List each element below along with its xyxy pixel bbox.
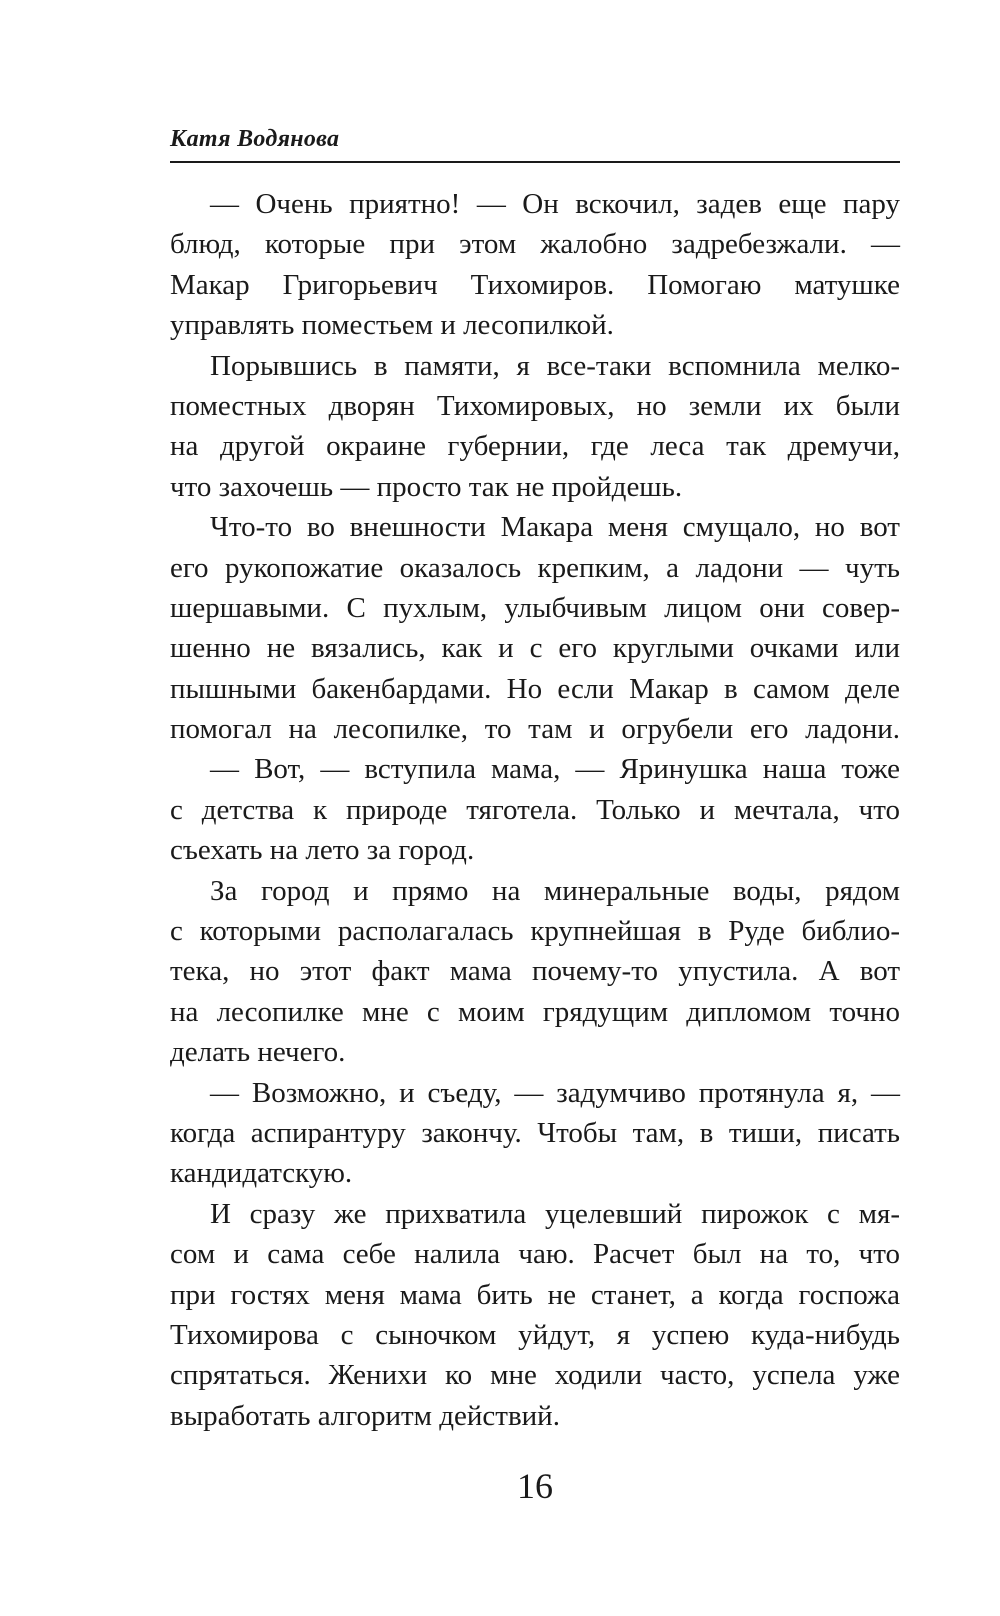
text-line: И сразу же прихватила уцелевший пирожок с мя- (210, 1197, 900, 1230)
text-line: делать нечего. (170, 1036, 346, 1069)
text-line: кандидатскую. (170, 1157, 353, 1190)
text-line: с которыми располагалась крупнейшая в Руде библио- (170, 915, 900, 948)
header-rule (170, 161, 900, 163)
text-line: помогал на лесопилке, то там и огрубели его ладони. (170, 713, 900, 746)
text-line: шершавыми. С пухлым, улыбчивым лицом они совер- (170, 591, 900, 624)
text-line: шенно не вязались, как и с его круглыми очками или (170, 632, 900, 665)
author-name: Катя Водянова (170, 126, 340, 152)
text-line: спрятаться. Женихи ко мне ходили часто, успела уже (170, 1359, 900, 1392)
page-number: 16 (517, 1466, 553, 1506)
text-line: Что-то во внешности Макара меня смущало, но вот (210, 511, 900, 544)
text-line: его рукопожатие оказалось крепким, а ладони — чуть (170, 551, 900, 584)
text-line: Порывшись в памяти, я все-таки вспомнила мелко- (210, 349, 900, 382)
text-line: когда аспирантуру закончу. Чтобы там, в тиши, писать (170, 1116, 900, 1149)
text-line: Тихомирова с сыночком уйдут, я успею куда-нибудь (170, 1318, 900, 1351)
text-line: За город и прямо на минеральные воды, рядом (210, 874, 900, 907)
running-head (170, 124, 900, 164)
text-line: с детства к природе тяготела. Только и мечтала, что (170, 793, 900, 826)
text-line: — Вот, — вступила мама, — Яринушка наша тоже (210, 753, 900, 786)
body-text (170, 184, 900, 1436)
text-line: блюд, которые при этом жалобно задребезжали. — (170, 228, 900, 261)
text-line: на лесопилке мне с моим грядущим дипломом точно (170, 995, 900, 1028)
text-line: что захочешь — просто так не пройдешь. (170, 470, 683, 503)
text-line: пышными бакенбардами. Но если Макар в самом деле (170, 672, 900, 705)
text-line: — Очень приятно! — Он вскочил, задев еще пару (210, 188, 900, 220)
text-line: тека, но этот факт мама почему-то упустила. А вот (170, 955, 900, 988)
text-line: Макар Григорьевич Тихомиров. Помогаю матушке (170, 268, 900, 301)
text-line: — Возможно, и съеду, — задумчиво протянула я, — (210, 1076, 900, 1109)
text-line: сом и сама себе налила чаю. Расчет был на то, что (170, 1238, 900, 1271)
text-line: съехать на лето за город. (170, 834, 475, 867)
text-line: на другой окраине губернии, где леса так дремучи, (170, 430, 900, 463)
text-line: при гостях меня мама бить не станет, а когда госпожа (170, 1278, 900, 1311)
text-line: поместных дворян Тихомировых, но земли их были (170, 389, 900, 422)
text-line: выработать алгоритм действий. (170, 1399, 560, 1432)
text-line: управлять поместьем и лесопилкой. (170, 309, 614, 342)
